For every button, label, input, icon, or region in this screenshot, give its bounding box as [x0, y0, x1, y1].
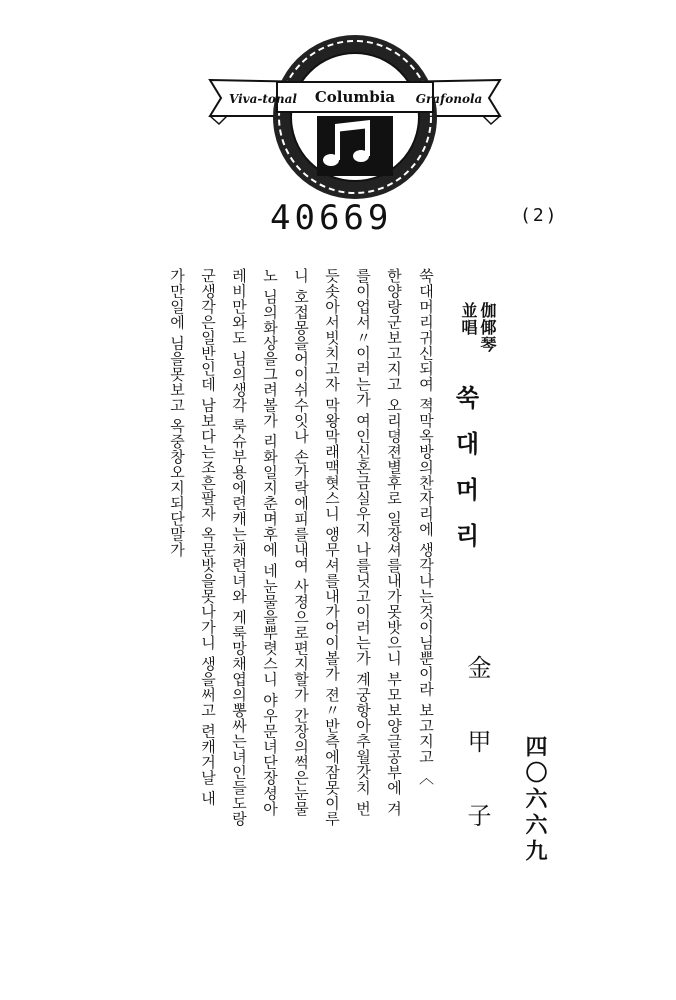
banner-right-text: Grafonola	[415, 92, 483, 106]
lyric-line-5: 니 호접몽을어이쉬수잇나 손가락에피를내여 사졍으로편지할가 간장의썩은눈물	[292, 268, 310, 817]
lyric-line-9: 가만일에 님을못보고 옥중창오지되단말가	[168, 268, 186, 558]
banner-left-text: Viva-tonal	[229, 92, 297, 106]
brand-name: Columbia	[314, 88, 396, 106]
lyric-line-2: 한양랑군보고지고 오리뎡젼별후로 일장셔를내가못밧으니 부모보양글공부에 겨	[385, 268, 403, 817]
song-type-line1: 伽倻琴	[478, 302, 497, 353]
song-title: 쑥대머리	[451, 385, 479, 569]
lyric-line-4: 듯솟아서빗치고자 막왕막래맥혓스니 앵무셔를내가어이볼가 젼〃반측에잠못이루	[323, 268, 341, 827]
lyric-line-6: 노 님의화상을그려볼가 리화일지춘며후에 네눈물을뿌렷스니 야우문녀단장셩아	[261, 268, 279, 817]
lyric-line-8: 군생각은일반인데 남보다는조흔팔자 옥문밧을못나가니 생을써고 련캐거날 내	[199, 268, 217, 806]
columbia-logo	[205, 32, 505, 202]
record-number: 40669	[270, 198, 393, 238]
song-type-line2: 並唱	[459, 302, 478, 336]
lyric-line-3: 를이업서〃이러는가 여인신혼금실우지 나를닛고이러는가 계궁항아추월갓치 번	[354, 268, 372, 817]
music-note-icon	[317, 116, 393, 176]
side-number: (2)	[520, 205, 559, 226]
lyric-line-1: 쑥대머리귀신되여 젹막옥방의찬자리에 생각나는것이님뿐이라 보고지고 〈	[417, 268, 435, 786]
lyric-line-7: 레비만와도 님의생각 룩슈부용에련캐는채련녀와 게룩망채엽의뽕싸는녀인들도랑	[230, 268, 248, 827]
record-number-kanji: 四〇六六九	[522, 735, 548, 865]
singer-name: 金甲子	[463, 655, 491, 877]
